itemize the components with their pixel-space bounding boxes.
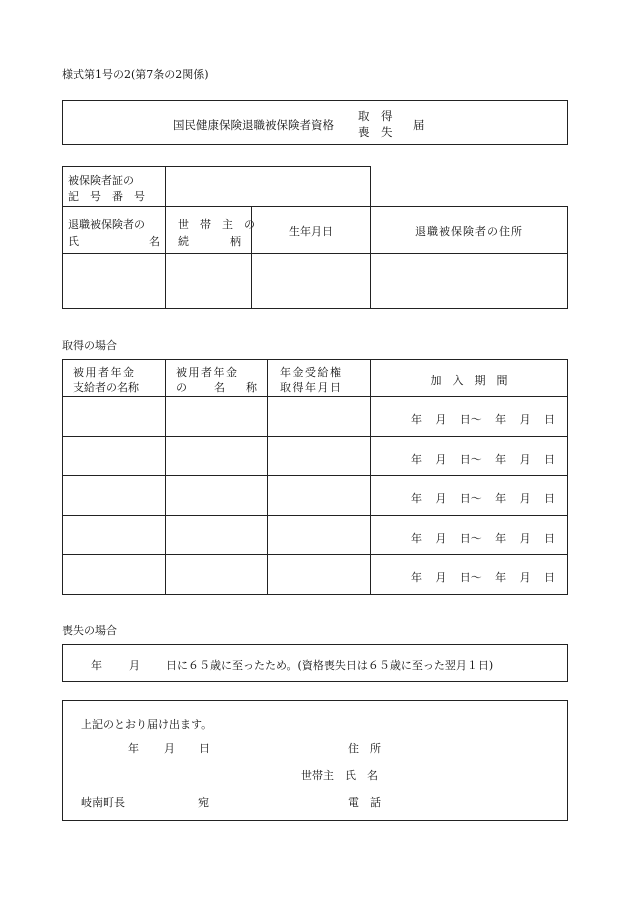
period-label: 年 [411,531,422,545]
loss-box [62,644,568,682]
pension-name-field[interactable] [165,554,268,595]
period-label: 年 [495,531,507,545]
title-suffix: 届 [413,118,425,132]
notice-year: 年 [128,742,139,755]
period-label: 年 [495,413,507,426]
col-header-payer [62,359,166,397]
right-date-field[interactable] [267,436,371,477]
title-main: 国民健康保険退職被保険者資格 [173,118,334,132]
period-label: 月 [435,531,447,545]
period-field[interactable] [370,515,568,556]
right-date-field[interactable] [267,515,371,556]
col-payer-line1: 被用者年金 [73,366,136,379]
period-label: 月 [435,492,447,505]
pension-name-field[interactable] [165,396,268,437]
acquisition-heading: 取得の場合 [62,339,117,352]
form-number: 様式第1号の2(第7条の2関係) [62,68,209,81]
period-row-labels [411,451,555,467]
col-rel-line1: 世 帯 主 の [178,218,255,231]
right-date-field[interactable] [267,554,371,595]
col-pension-line2a: の [176,381,187,394]
col-address-label: 退職被保険者の住所 [415,225,523,238]
period-label: 月 [519,452,531,466]
payer-field[interactable] [62,396,166,437]
title-acquisition: 取 得 [358,109,393,123]
notice-box [62,700,568,821]
period-label: 月 [435,413,447,426]
period-label: 年 [411,571,422,584]
col-payer-line2: 支給者の名称 [73,381,139,394]
col-header-birth [251,206,371,254]
col-header-right-date [267,359,371,397]
period-label: 日 [543,413,555,426]
period-label: 日～ [459,492,482,505]
col-header-name [62,206,166,254]
card-no-label-line1: 被保険者証の [68,174,134,187]
name-field[interactable] [62,253,166,309]
notice-month: 月 [164,742,175,755]
period-row-labels [411,411,555,427]
col-pension-line2c: 称 [246,381,257,394]
notice-phone-label: 電 話 [348,796,381,809]
period-field[interactable] [370,554,568,595]
period-label: 月 [519,531,531,545]
col-pension-line1: 被用者年金 [176,366,239,379]
payer-field[interactable] [62,475,166,516]
col-header-period [370,359,568,397]
period-label: 年 [495,492,507,505]
period-label: 日 [543,571,555,584]
period-label: 月 [435,571,447,584]
right-date-field[interactable] [267,396,371,437]
period-label: 月 [519,492,531,505]
col-period-label: 加 入 期 間 [430,374,508,387]
title-loss: 喪 失 [358,125,393,139]
col-name-line2a: 氏 [68,235,79,248]
col-right-line1: 年金受給権 [280,366,343,379]
period-label: 月 [519,571,531,584]
period-label: 日 [543,452,555,466]
col-rel-line2b: 柄 [230,235,241,248]
period-label: 日 [543,531,555,545]
loss-text: 日に６５歳に至ったため。(資格喪失日は６５歳に至った翌月１日) [166,659,494,672]
period-label: 日～ [459,452,482,466]
title-box [62,100,568,145]
col-name-line2b: 名 [149,235,160,248]
notice-town: 岐南町長 [81,796,125,809]
notice-statement: 上記のとおり届け出ます。 [81,718,213,731]
notice-day: 日 [199,742,210,755]
pension-name-field[interactable] [165,475,268,516]
period-label: 日 [543,492,555,505]
period-label: 日～ [459,531,482,545]
card-no-label-cell [62,166,166,207]
pension-name-field[interactable] [165,436,268,477]
card-no-field[interactable] [165,166,371,207]
birth-field[interactable] [251,253,371,309]
right-date-field[interactable] [267,475,371,516]
col-header-address [370,206,568,254]
col-rel-line2a: 続 [178,235,189,248]
pension-name-field[interactable] [165,515,268,556]
notice-householder-label: 世帯主 氏 名 [301,769,378,782]
period-label: 年 [495,452,507,466]
payer-field[interactable] [62,515,166,556]
period-label: 月 [435,452,447,466]
payer-field[interactable] [62,436,166,477]
period-label: 月 [519,413,531,426]
col-header-relation [165,206,255,254]
period-field[interactable] [370,475,568,516]
col-header-pension [165,359,268,397]
period-row-labels [411,490,555,506]
period-label: 年 [411,492,422,505]
period-row-labels [411,530,555,546]
relation-field[interactable] [165,253,252,309]
notice-address-label: 住 所 [348,742,381,755]
loss-heading: 喪失の場合 [62,624,117,637]
col-name-line1: 退職被保険者の [68,218,145,231]
address-field[interactable] [370,253,568,309]
period-label: 年 [411,452,422,466]
period-label: 日～ [459,413,482,426]
period-label: 日～ [459,571,482,584]
period-row-labels [411,569,555,585]
period-label: 年 [411,413,422,426]
col-birth-label: 生年月日 [289,225,333,238]
period-label: 年 [495,571,507,584]
col-pension-line2b: 名 [214,381,225,394]
payer-field[interactable] [62,554,166,595]
period-field[interactable] [370,396,568,437]
period-field[interactable] [370,436,568,477]
notice-addressee: 宛 [198,796,209,809]
col-right-line2: 取得年月日 [280,381,343,394]
card-no-label-line2: 記 号 番 号 [68,190,145,203]
loss-month: 月 [129,659,140,672]
loss-year: 年 [91,659,102,672]
